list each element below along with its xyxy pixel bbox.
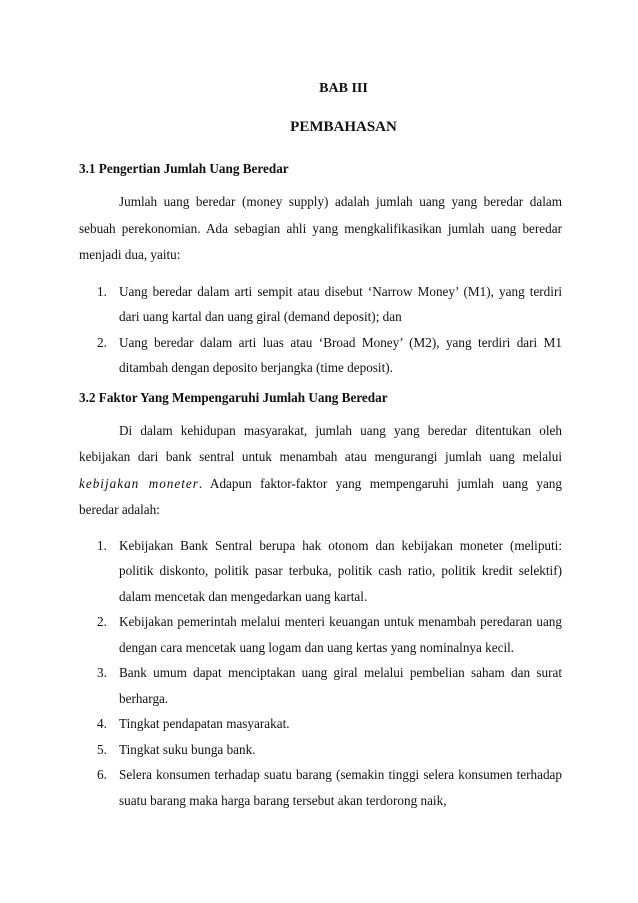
list-item-text: Uang beredar dalam arti sempit atau disebut ‘Narrow Money’ (M1), yang terdiri dari uang kartal dan uang giral (demand deposit); dan <box>119 283 562 324</box>
list-number: 4. <box>97 716 107 731</box>
section-3-1-paragraph: Jumlah uang beredar (money supply) adalah jumlah uang yang beredar dalam sebuah perekonomian. Ada sebagian ahli yang mengkalifikasikan jumlah uang beredar menjadi dua, yaitu: <box>79 194 562 262</box>
chapter-number: BAB III <box>319 81 368 96</box>
list-number: 2. <box>97 334 107 350</box>
list-item <box>79 762 562 813</box>
list-item <box>79 660 562 711</box>
list-item <box>79 737 562 763</box>
paragraph-italic-term: kebijakan moneter <box>79 475 199 491</box>
money-supply-types-list <box>79 279 562 381</box>
list-item <box>79 279 562 330</box>
list-item <box>79 330 562 381</box>
list-number: 5. <box>97 741 107 757</box>
section-heading-3-1: 3.1 Pengertian Jumlah Uang Beredar <box>79 161 289 176</box>
list-item <box>79 609 562 660</box>
list-item-text: Selera konsumen terhadap suatu barang (semakin tinggi selera konsumen terhadap suatu barang maka harga barang tersebut akan terdorong naik, <box>119 767 562 808</box>
list-item-text: Kebijakan Bank Sentral berupa hak otonom dan kebijakan moneter (meliputi: politik diskonto, politik pasar terbuka, politik cash ratio, politik kredit selektif) dalam mencetak dan mengedarkan uang kartal. <box>119 537 562 604</box>
list-item-text: Bank umum dapat menciptakan uang giral melalui pembelian saham dan surat berharga. <box>119 665 562 706</box>
paragraph-text-before: Di dalam kehidupan masyarakat, jumlah uang yang beredar ditentukan oleh kebijakan dari bank sentral untuk menambah atau mengurangi jumlah uang melalui <box>79 422 562 464</box>
list-number: 3. <box>97 665 107 680</box>
list-item <box>79 711 562 737</box>
list-number: 2. <box>97 614 107 629</box>
paragraph-text-after: . Adapun faktor-faktor yang mempengaruhi jumlah uang yang beredar adalah: <box>79 475 562 517</box>
list-number: 1. <box>97 537 107 553</box>
list-item-text: Kebijakan pemerintah melalui menteri keuangan untuk menambah peredaran uang dengan cara mencetak uang logam dan uang kertas yang nominalnya kecil. <box>119 614 562 655</box>
factors-list <box>79 533 562 814</box>
section-heading-3-2: 3.2 Faktor Yang Mempengaruhi Jumlah Uang Beredar <box>79 389 388 405</box>
list-item-text: Uang beredar dalam arti luas atau ‘Broad Money’ (M2), yang terdiri dari M1 ditambah dengan deposito berjangka (time deposit). <box>119 334 562 375</box>
list-number: 1. <box>97 283 107 299</box>
list-number: 6. <box>97 767 107 782</box>
list-item-text: Tingkat suku bunga bank. <box>119 741 256 757</box>
chapter-title: PEMBAHASAN <box>290 119 397 135</box>
list-item-text: Tingkat pendapatan masyarakat. <box>119 716 290 731</box>
list-item <box>79 533 562 610</box>
section-3-2-paragraph <box>79 418 562 524</box>
